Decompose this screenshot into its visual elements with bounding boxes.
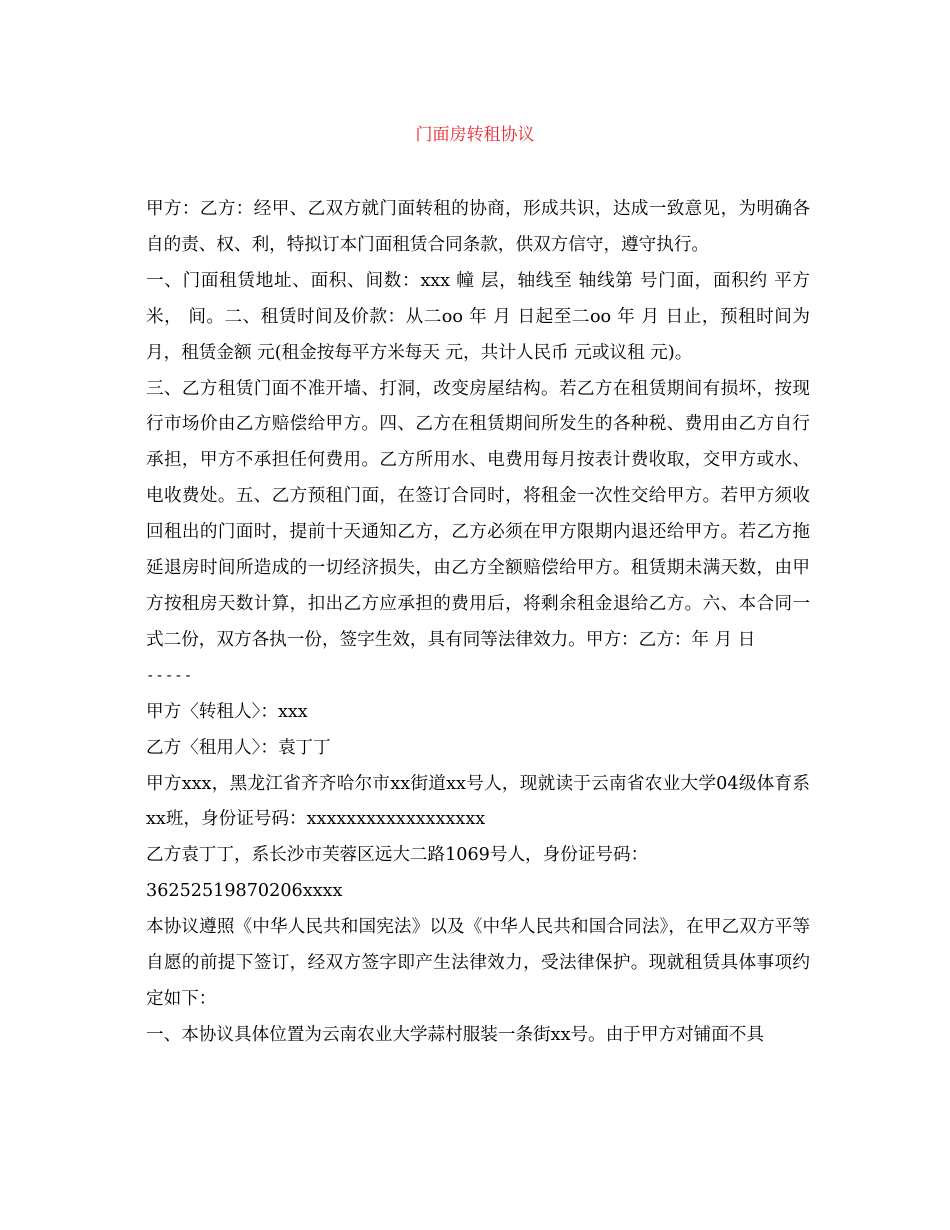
paragraph-intro: 甲方：乙方：经甲、乙双方就门面转租的协商，形成共识，达成一致意见，为明确各自的责、权、利，特拟订本门面租赁合同条款，供双方信守，遵守执行。 xyxy=(146,199,810,255)
document-title: 门面房转租协议 xyxy=(415,125,535,145)
party-a-line: 甲方〈转租人〉：xxx xyxy=(146,701,308,722)
party-a-info: 甲方xxx，黑龙江省齐齐哈尔市xx街道xx号人，现就读于云南省农业大学04级体育系xx班，身份证号码：xxxxxxxxxxxxxxxxxx xyxy=(146,773,810,830)
party-b-id-number: 36252519870206xxxx xyxy=(146,881,343,902)
paragraph-terms-1-2: 一、门面租赁地址、面积、间数：xxx 幢 层，轴线至 轴线第 号门面，面积约 平方米， 间。二、租赁时间及价款：从二oo 年 月 日起至二oo 年 月 日止，预租时间为 月，租赁金额 元(租金按每平方米每天 元，共计人民币 元或议租 元)。 xyxy=(146,270,810,363)
party-b-line: 乙方〈租用人〉：袁丁丁 xyxy=(146,737,331,758)
document-body xyxy=(146,192,810,1054)
party-b-info: 乙方袁丁丁，系长沙市芙蓉区远大二路1069号人，身份证号码： xyxy=(146,845,649,866)
clause-1: 一、本协议具体位置为云南农业大学蒜村服装一条街xx号。由于甲方对铺面不具 xyxy=(146,1024,765,1045)
agreement-preamble: 本协议遵照《中华人民共和国宪法》以及《中华人民共和国合同法》，在甲乙双方平等自愿的前提下签订，经双方签字即产生法律效力，受法律保护。现就租赁具体事项约定如下： xyxy=(146,917,810,1009)
section-separator: ----- xyxy=(146,667,194,684)
paragraph-terms-3-6: 三、乙方租赁门面不准开墙、打洞，改变房屋结构。若乙方在租赁期间有损坏，按现行市场价由乙方赔偿给甲方。四、乙方在租赁期间所发生的各种税、费用由乙方自行承担，甲方不承担任何费用。乙方所用水、电费用每月按表计费收取，交甲方或水、电收费处。五、乙方预租门面，在签订合同时，将租金一次性交给甲方。若甲方须收回租出的门面时，提前十天通知乙方，乙方必须在甲方限期内退还给甲方。若乙方拖延退房时间所造成的一切经济损失，由乙方全额赔偿给甲方。租赁期未满天数，由甲方按租房天数计算，扣出乙方应承担的费用后，将剩余租金退给乙方。六、本合同一式二份，双方各执一份，签字生效，具有同等法律效力。甲方：乙方：年 月 日 xyxy=(146,378,810,650)
